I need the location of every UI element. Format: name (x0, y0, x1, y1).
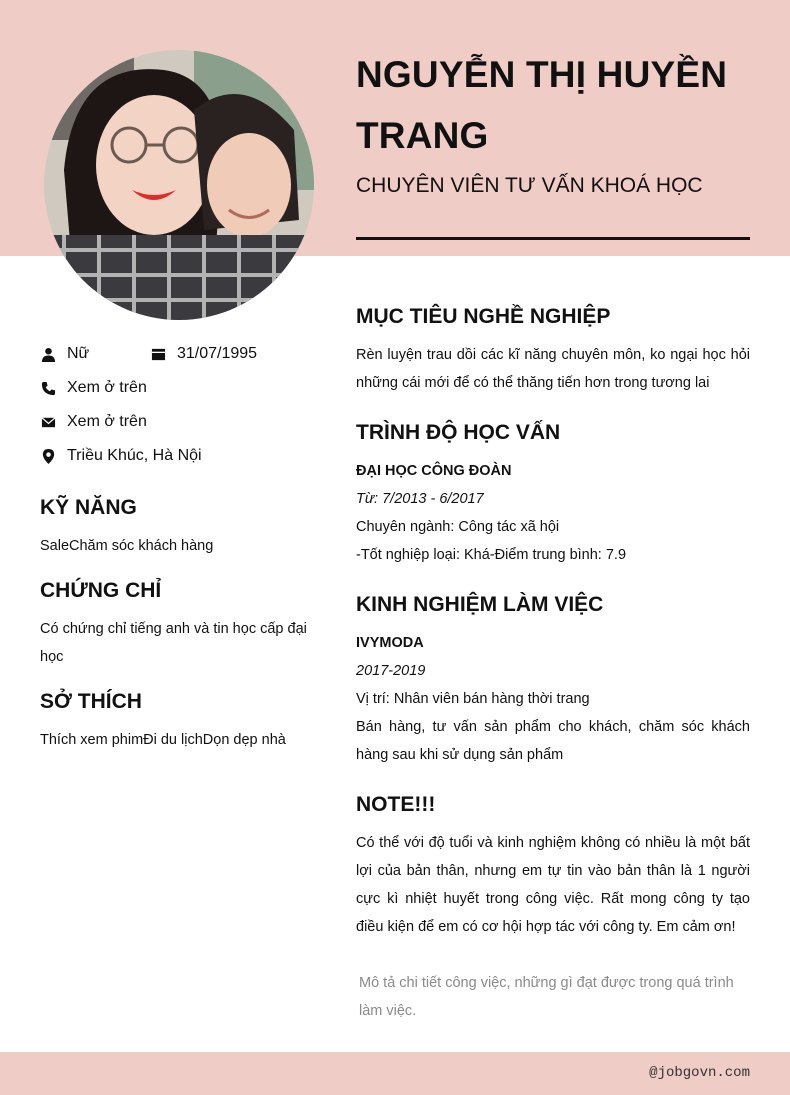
note-text: Có thể với độ tuổi và kinh nghiệm không có nhiều là một bất lợi của bản thân, nhưng em tự tin vào bản thân là 1 người cực kì nhiệt huyết trong công việc. Rất mong công ty tạo điều kiện để em có cơ hội hợp tác với công ty. Em cảm ơn! (356, 835, 750, 935)
phone-value: Xem ở trên (67, 379, 147, 396)
certificates-text: Có chứng chỉ tiếng anh và tin học cấp đại học (40, 621, 307, 665)
location-pin-icon (40, 448, 56, 464)
calendar-icon (150, 346, 166, 362)
gender-row (40, 342, 89, 366)
experience-description: Bán hàng, tư vấn sản phẩm cho khách, chăm sóc khách hàng sau khi sử dụng sản phẩm (356, 719, 750, 763)
note-title: NOTE!!! (356, 793, 436, 816)
person-icon (40, 346, 56, 362)
certificates-title: CHỨNG CHỈ (40, 579, 162, 602)
phone-row (40, 376, 147, 400)
experience-company: IVYMODA (356, 635, 424, 651)
email-row (40, 410, 147, 434)
education-school: ĐẠI HỌC CÔNG ĐOÀN (356, 463, 512, 479)
education-period: Từ: 7/2013 - 6/2017 (356, 491, 484, 507)
birthday-row (150, 342, 257, 366)
header-divider (356, 237, 750, 240)
candidate-name: NGUYỄN THỊ HUYỀN TRANG (356, 54, 728, 156)
birthday-value: 31/07/1995 (177, 345, 258, 362)
skills-text: SaleChăm sóc khách hàng (40, 538, 214, 554)
experience-period: 2017-2019 (356, 663, 426, 679)
address-row (40, 444, 202, 468)
experience-title: KINH NGHIỆM LÀM VIỆC (356, 593, 604, 616)
envelope-icon (40, 414, 56, 430)
email-value: Xem ở trên (67, 413, 147, 430)
hobbies-text: Thích xem phimĐi du lịchDọn dẹp nhà (40, 732, 286, 748)
note-placeholder[interactable]: Mô tả chi tiết công việc, những gì đạt được trong quá trình làm việc. (359, 975, 734, 1019)
gender-value: Nữ (67, 345, 90, 362)
experience-role: Vị trí: Nhân viên bán hàng thời trang (356, 691, 590, 707)
phone-icon (40, 380, 56, 396)
footer-brand[interactable]: @jobgovn.com (649, 1065, 750, 1081)
skills-title: KỸ NĂNG (40, 496, 137, 519)
job-position: CHUYÊN VIÊN TƯ VẤN KHOÁ HỌC (356, 174, 703, 197)
education-major: Chuyên ngành: Công tác xã hội (356, 519, 560, 535)
hobbies-title: SỞ THÍCH (40, 690, 142, 713)
profile-photo (44, 50, 314, 320)
address-value: Triều Khúc, Hà Nội (67, 447, 202, 464)
education-title: TRÌNH ĐỘ HỌC VẤN (356, 421, 561, 444)
objective-text: Rèn luyện trau dồi các kĩ năng chuyên môn, ko ngại học hỏi những cái mới để có thể thăng tiến hơn trong tương lai (356, 347, 750, 391)
education-grade: -Tốt nghiệp loại: Khá-Điểm trung bình: 7.9 (356, 547, 627, 563)
objective-title: MỤC TIÊU NGHỀ NGHIỆP (356, 305, 611, 328)
